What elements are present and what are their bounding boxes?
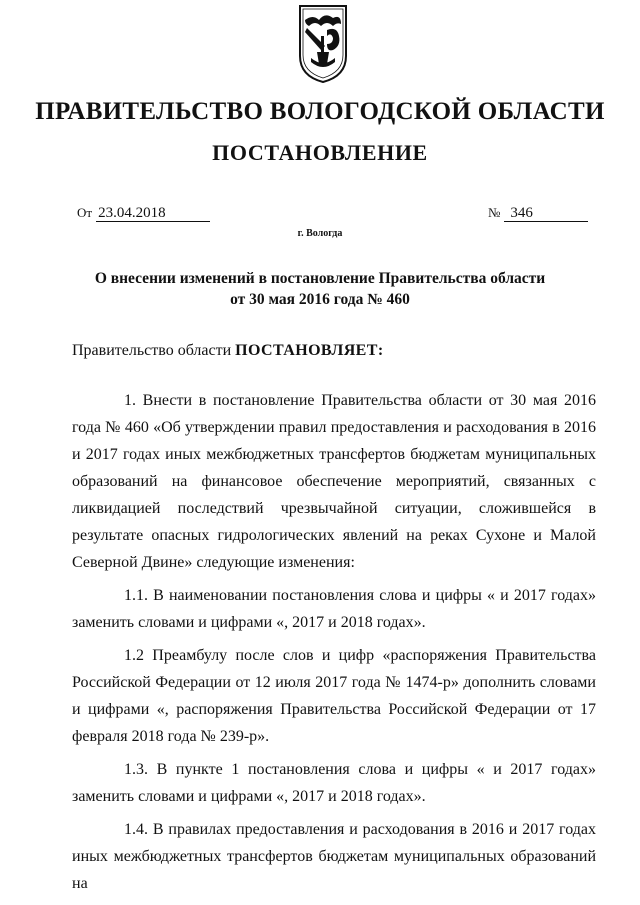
preamble [72,342,384,360]
subject-line-2: от 30 мая 2016 года № 460 [230,291,410,308]
document-number [488,205,588,222]
government-title: ПРАВИТЕЛЬСТВО ВОЛОГОДСКОЙ ОБЛАСТИ [35,98,605,125]
paragraph-1-4: 1.4. В правилах предоставления и расходования в 2016 и 2017 годах иных межбюджетных трансфертов бюджетам муниципальных образований на [72,821,596,892]
number-value: 346 [504,205,588,222]
document-body [72,387,596,897]
preamble-emphasis: ПОСТАНОВЛЯЕТ: [235,342,384,359]
date-value: 23.04.2018 [96,205,210,222]
paragraph-1: 1. Внести в постановление Правительства области от 30 мая 2016 года № 460 «Об утверждении правил предоставления и расходования в 2016 и 2017 годах иных межбюджетных трансфертов бюджетам муниципальных образований на финансовое обеспечение мероприятий, связанных с ликвидацией последствий чрезвычайной ситуации, сложившейся в результате опасных гидрологических явлений на реках Сухоне и Малой Северной Двине» следующие изменения: [72,392,596,571]
vologda-coat-of-arms-icon [297,2,349,84]
date-prefix: От [77,205,93,220]
preamble-text: Правительство области [72,342,236,359]
paragraph-1-3: 1.3. В пункте 1 постановления слова и цифры « и 2017 годах» заменить словами и цифрами «, 2017 и 2018 годах». [72,761,596,805]
document-type-title: ПОСТАНОВЛЕНИЕ [212,140,428,165]
document-date [77,205,210,222]
paragraph-1-1: 1.1. В наименовании постановления слова и цифры « и 2017 годах» заменить словами и цифрами «, 2017 и 2018 годах». [72,587,596,631]
number-prefix: № [488,205,501,220]
subject-line-1: О внесении изменений в постановление Правительства области [94,270,546,287]
city-label: г. Вологда [297,228,343,239]
paragraph-1-2: 1.2 Преамбулу после слов и цифр «распоряжения Правительства Российской Федерации от 12 июля 2017 года № 1474-р» дополнить словами и цифрами «, распоряжения Правительства Российской Федерации от 17 февраля 2018 года № 239-р». [72,647,596,745]
document-subject [80,268,560,310]
